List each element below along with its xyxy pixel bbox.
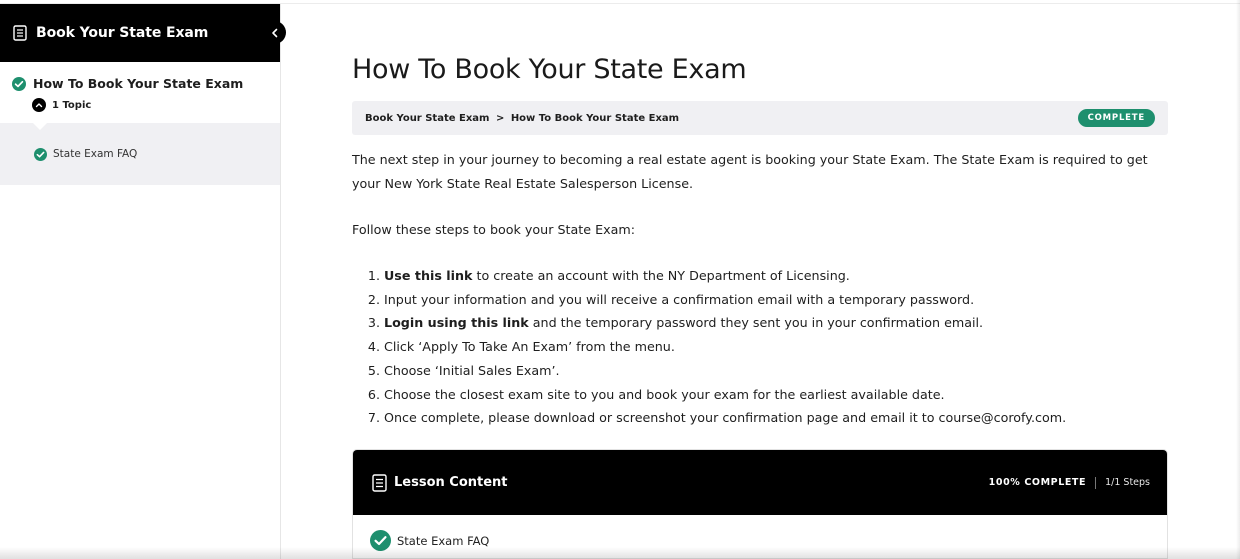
lesson-content-header	[353, 450, 1167, 515]
collapse-sidebar-button[interactable]	[263, 21, 286, 44]
sidebar-lesson-label[interactable]: How To Book Your State Exam	[33, 76, 244, 91]
divider	[1095, 477, 1096, 489]
sidebar-topic-item[interactable]	[0, 123, 280, 185]
list-item: 6. Choose the closest exam site to you and book your exam for the earliest available date.	[367, 386, 945, 402]
breadcrumb-separator: >	[495, 112, 505, 124]
check-circle-icon	[34, 148, 47, 161]
intro-paragraph: The next step in your journey to becoming a real estate agent is booking your State Exam. The State Exam is required to get your New York State Real Estate Salesperson License.	[352, 152, 1148, 191]
page-title: How To Book Your State Exam	[352, 54, 747, 85]
list-item: 3. Login using this link and the temporary password they sent you in your confirmation email.	[367, 315, 984, 331]
lesson-content-item-label[interactable]: State Exam FAQ	[397, 533, 490, 548]
lesson-content-panel	[352, 449, 1168, 559]
sidebar-header	[0, 4, 280, 62]
lesson-content-title: Lesson Content	[394, 475, 508, 490]
course-title[interactable]: Book Your State Exam	[36, 25, 209, 41]
use-this-link[interactable]: Use this link	[384, 268, 473, 283]
window-edge-shadow	[1236, 0, 1240, 559]
instructions-lead: Follow these steps to book your State Exam:	[352, 222, 636, 237]
topic-count: 1 Topic	[52, 99, 92, 111]
breadcrumb-parent-link[interactable]: Book Your State Exam	[365, 112, 490, 124]
check-circle-icon	[12, 77, 26, 91]
status-badge: COMPLETE	[1078, 109, 1155, 127]
list-item: 4. Click ‘Apply To Take An Exam’ from the menu.	[367, 339, 675, 355]
list-item: 5. Choose ‘Initial Sales Exam’.	[367, 362, 560, 378]
breadcrumb-current[interactable]: How To Book Your State Exam	[510, 112, 680, 124]
document-icon	[13, 25, 27, 41]
steps-list	[352, 264, 1168, 430]
list-item: 7. Once complete, please download or screenshot your confirmation page and email it to course@corofy.com.	[367, 410, 1067, 426]
document-icon	[372, 474, 387, 492]
sidebar-topic-label[interactable]: State Exam FAQ	[53, 148, 138, 160]
chevron-left-icon	[270, 28, 280, 38]
course-sidebar	[0, 4, 281, 559]
list-item: 1. Use this link to create an account with the NY Department of Licensing.	[367, 268, 850, 283]
sidebar-lesson-item[interactable]	[0, 62, 280, 123]
check-circle-icon	[370, 530, 391, 551]
lesson-content-item[interactable]	[353, 515, 1167, 551]
topic-expand-toggle[interactable]	[32, 98, 280, 112]
breadcrumb	[365, 113, 679, 124]
chevron-up-icon	[32, 98, 46, 112]
breadcrumb-bar	[352, 101, 1168, 135]
progress-steps: 1/1 Steps	[1105, 477, 1150, 488]
list-item: 2. Input your information and you will receive a confirmation email with a temporary password.	[367, 291, 975, 307]
login-link[interactable]: Login using this link	[384, 315, 529, 331]
progress-percent: 100% COMPLETE	[988, 477, 1087, 488]
